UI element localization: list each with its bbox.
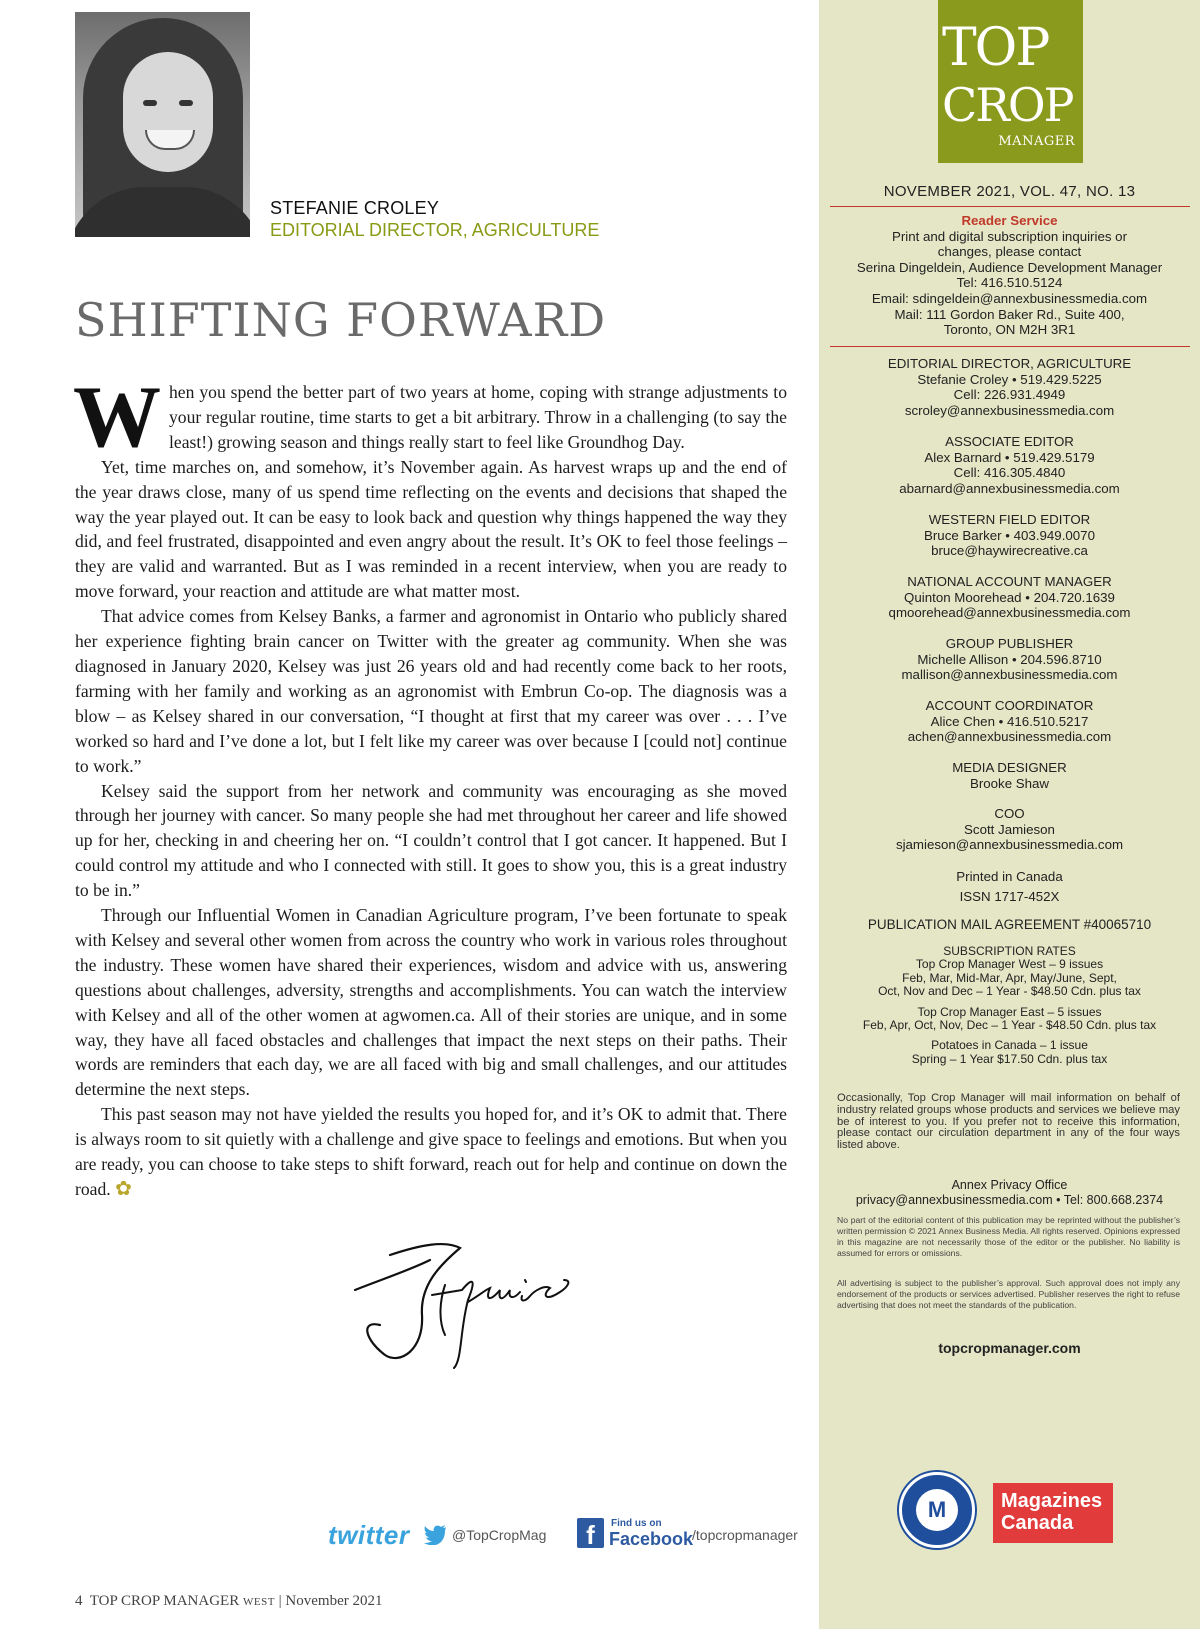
staff-editorial-director: EDITORIAL DIRECTOR, AGRICULTURE Stefanie Croley • 519.429.5225 Cell: 226.931.4949 scroley@annexbusinessmedia.com (887, 356, 1132, 418)
drop-cap: W (73, 369, 161, 466)
article-paragraph: Through our Influential Women in Canadian Agriculture program, I’ve been fortunate to speak with Kelsey and several other women from across the country who work in various roles throughout the industry. These women have shared their experiences, wisdom and advice with us, answering questions about challenges, adversity, strengths and accomplishments. You can watch the interview with Kelsey and all of the other women at agwomen.ca. All of their stories are unique, and in some way, they have all faced obstacles and challenges that impact the next steps on their paths. Their words are reminders that each day, we are all faced with big and small challenges, and our attitudes determine the next steps. (75, 905, 787, 1100)
leaf-icon: ✿ (115, 1178, 132, 1200)
publication-mail-agreement: PUBLICATION MAIL AGREEMENT #40065710 (867, 917, 1152, 932)
article-paragraph: This past season may not have yielded the results you hoped for, and it’s OK to admit that. There is always room to sit quietly with a challenge and give space to feelings and emotions. But when you are ready, you can choose to take steps to shift forward, reach out for help and continue on down the road. ✿ (75, 1104, 787, 1200)
subscription-rates: SUBSCRIPTION RATES Top Crop Manager West – 9 issues Feb, Mar, Mid-Mar, Apr, May/June, Sept, Oct, Nov and Dec – 1 Year - $48.50 Cdn. plus tax Top Crop Manager East – 5 issues Feb, Apr, Oct, Nov, Dec – 1 Year - $48.50 Cdn. plus tax Potatoes in Canada – 1 issue Spring – 1 Year $17.50 Cdn. plus tax (862, 944, 1157, 1066)
reader-service-title: Reader Service (961, 213, 1058, 228)
author-photo (75, 12, 250, 237)
signature-image (350, 1240, 580, 1370)
author-role: EDITORIAL DIRECTOR, AGRICULTURE (270, 220, 600, 240)
article-body (73, 369, 787, 1202)
facebook-handle[interactable]: /topcropmanager (692, 1527, 798, 1543)
staff-media-designer: MEDIA DESIGNER Brooke Shaw (952, 760, 1067, 791)
article-paragraph: When you spend the better part of two years at home, coping with strange adjustments to your regular routine, time starts to get a bit arbitrary. Throw in a challenging (to say the least!) growing season and things really start to feel like Groundhog Day. (73, 369, 787, 466)
article-paragraph: That advice comes from Kelsey Banks, a farmer and agronomist in Ontario who publicly shared her experience fighting brain cancer on Twitter with the greater ag community. When she was diagnosed in January 2020, Kelsey was just 26 years old and had recently come back to her roots, farming with her family and working as an agronomist with Embrun Co-op. The diagnosis was a blow – as Kelsey shared in our conversation, “I thought at first that my career was over . . . I’ve worked so hard and I’ve done a lot, but I felt like my career was over because I [could not] continue to work.” (75, 606, 787, 776)
twitter-logo[interactable]: twitter (328, 1520, 410, 1550)
reader-service-block: Reader Service Print and digital subscription inquiries or changes, please contact Serina Dingeldein, Audience Development Manager Tel: 416.510.5124 Email: sdingeldein@annexbusinessmedia.com Mail: 111 Gordon Baker Rd., Suite 400, Toronto, ON M2H 3R1 (819, 213, 1200, 338)
facebook-icon: f (577, 1518, 604, 1548)
staff-national-account-manager: NATIONAL ACCOUNT MANAGER Quinton Moorehead • 204.720.1639 qmoorehead@annexbusinessmedia.com (888, 574, 1131, 621)
facebook-logo[interactable]: Facebook (609, 1529, 694, 1549)
magazines-canada-logo: Magazines Canada (993, 1483, 1113, 1543)
issue-line: NOVEMBER 2021, VOL. 47, NO. 13 (883, 183, 1136, 200)
website-link[interactable]: topcropmanager.com (938, 1340, 1081, 1356)
staff-group-publisher: GROUP PUBLISHER Michelle Allison • 204.596.8710 mallison@annexbusinessmedia.com (901, 636, 1118, 683)
author-name: STEFANIE CROLEY (270, 198, 440, 218)
audit-seal-icon: M (899, 1472, 975, 1548)
article-paragraph: Kelsey said the support from her network and community was encouraging as she moved through her journey with cancer. So many people she had met throughout her career and life showed up for her, checking in and cheering her on. “I couldn’t control that I got cancer. It happened. But I could control my attitude and who I connected with still. It goes to show you, this is a great industry to be in.” (75, 780, 787, 901)
staff-account-coordinator: ACCOUNT COORDINATOR Alice Chen • 416.510.5217 achen@annexbusinessmedia.com (907, 698, 1112, 745)
mailing-notice: Occasionally, Top Crop Manager will mail information on behalf of industry related groups whose products and services we believe may be of interest to you. If you prefer not to receive this information, please contact our circulation department in any of the four ways listed above. (837, 1092, 1180, 1152)
staff-associate-editor: ASSOCIATE EDITOR Alex Barnard • 519.429.5179 Cell: 416.305.4840 abarnard@annexbusinessmedia.com (899, 434, 1120, 496)
printed-info: Printed in Canada ISSN 1717-452X (956, 869, 1063, 904)
twitter-bird-icon (423, 1525, 447, 1545)
divider (830, 346, 1190, 347)
staff-western-field-editor: WESTERN FIELD EDITOR Bruce Barker • 403.949.0070 bruce@haywirecreative.ca (924, 512, 1095, 559)
privacy-office: Annex Privacy Office privacy@annexbusinessmedia.com • Tel: 800.668.2374 (855, 1178, 1164, 1207)
editorial-disclaimer: No part of the editorial content of this publication may be reprinted without the publisher’s written permission © 2021 Annex Business Media. All rights reserved. Opinions expressed in this magazine are not necessarily those of the editor or the publisher. No liability is assumed for errors or omissions. (837, 1215, 1180, 1258)
advertising-disclaimer: All advertising is subject to the publisher’s approval. Such approval does not imply any endorsement of the products or services advertised. Publisher reserves the right to refuse advertising that does not meet the standards of the publication. (837, 1278, 1180, 1310)
article-headline: SHIFTING FORWARD (75, 293, 607, 347)
twitter-handle[interactable]: @TopCropMag (452, 1527, 547, 1543)
page-folio: 4 TOP CROP MANAGER WEST | November 2021 (75, 1593, 383, 1609)
article-paragraph: Yet, time marches on, and somehow, it’s November again. As harvest wraps up and the end of the year draws close, many of us spend time reflecting on the events and decisions that shaped the way the year played out. It can be easy to look back and question why things happened the way they did, and feel frustrated, disappointed and even angry about the result. It’s OK to feel those feelings – they are valid and warranted. But as I was reminded in a recent interview, when you are ready to move forward, your reaction and attitude are what matter most. (75, 456, 787, 602)
divider (830, 206, 1190, 207)
top-crop-manager-logo: TOP CROP MANAGER (938, 0, 1083, 163)
facebook-find-label: Find us on (611, 1518, 662, 1529)
staff-coo: COO Scott Jamieson sjamieson@annexbusinessmedia.com (895, 806, 1124, 853)
